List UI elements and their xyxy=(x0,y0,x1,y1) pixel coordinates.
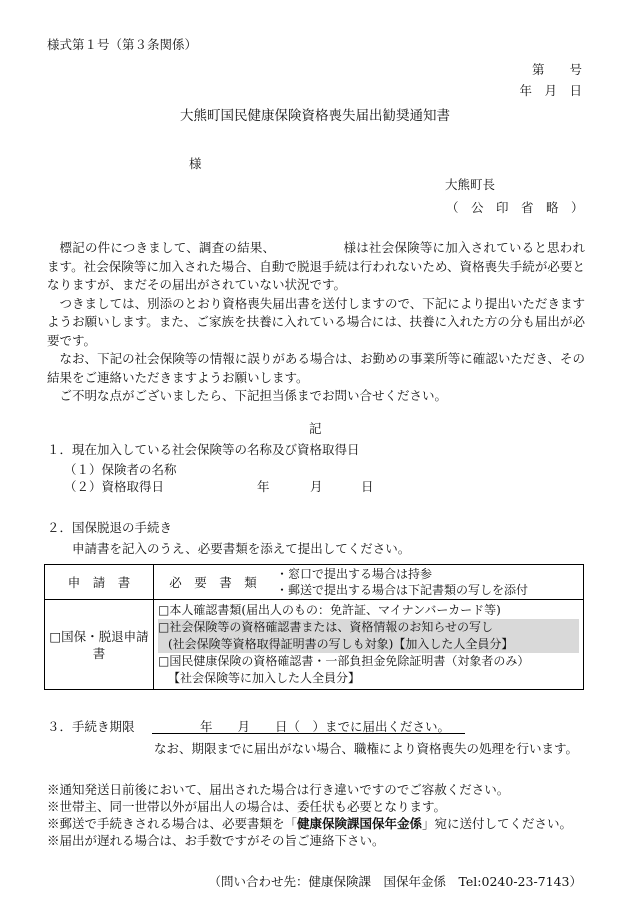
section2-instruction: 申請書を記入のうえ、必要書類を添えて提出してください。 xyxy=(72,541,411,556)
table-header-application: 申 請 書 xyxy=(45,565,154,600)
note-counter: ・窓口で提出する場合は持参 xyxy=(276,567,433,581)
note-2: ※世帯主、同一世帯以外が届出人の場合は、委任状も必要となります。 xyxy=(47,799,447,814)
paragraph-4: ご不明な点がございましたら、下記担当係までお問い合せください。 xyxy=(59,388,448,403)
document-date: 年 月 日 xyxy=(519,83,582,98)
table-header-notes xyxy=(272,565,584,600)
note-mail: ・郵送で提出する場合は下記書類の写しを添付 xyxy=(276,583,529,597)
paragraph-2: つきましては、別添のとおり資格喪失届出書を送付しますので、下記により提出いただきますようお願いします。また、ご家族を扶養に入れている場合には、扶養に入れた方の分も届出が必要です。 xyxy=(47,295,585,348)
required-documents-table xyxy=(44,564,584,690)
body-text xyxy=(47,239,585,406)
table-header-documents: 必 要 書 類 xyxy=(154,565,273,600)
deadline-text: 年 月 日（ ）までに届出ください。 xyxy=(200,719,451,734)
application-cell: □国保・脱退申請書 xyxy=(45,600,154,690)
month-label: 月 xyxy=(310,479,323,494)
doc-id-confirmation: □本人確認書類(届出人のもの：免許証、マイナンバーカード等) xyxy=(158,603,501,617)
section1-heading: １．現在加入している社会保険等の名称及び資格取得日 xyxy=(47,442,360,457)
section3-heading: ３．手続き期限 xyxy=(47,719,135,734)
paragraph-1: 標記の件につきまして、調査の結果、 様は社会保険等に加入されていると思われます。社会保険等に加入された場合、自動で脱退手続は行われないため、資格喪失手続が必要となりますが、まだその届出がされていない状況です。 xyxy=(47,240,585,292)
section2-heading: ２．国保脱退の手続き xyxy=(47,520,173,535)
note-1: ※通知発送日前後において、届出された場合は行き違いですのでご容赦ください。 xyxy=(47,782,510,797)
day-label: 日 xyxy=(361,479,374,494)
addressee-honorific: 様 xyxy=(189,156,202,171)
deadline-underline xyxy=(152,733,465,734)
documents-cell xyxy=(154,600,584,690)
insurer-name-label: （１）保険者の名称 xyxy=(64,462,177,477)
contact-info: （問い合わせ先：健康保険課 国保年金係 Tel:0240-23-7143） xyxy=(208,874,582,889)
paragraph-3: なお、下記の社会保険等の情報に誤りがある場合は、お勤めの事業所等に確認いただき、その結果をご連絡いただきますようお願いします。 xyxy=(47,351,585,385)
doc-nhi-certificate-2: 【社会保険等に加入した人全員分】 xyxy=(168,671,361,685)
year-label: 年 xyxy=(257,479,270,494)
acquisition-date-label: （２）資格取得日 xyxy=(64,479,165,494)
doc-social-insurance-2: (社会保険等資格取得証明書の写しも対象)【加入した人全員分】 xyxy=(158,636,579,653)
ki-heading: 記 xyxy=(309,421,322,436)
sender-name: 大熊町長 xyxy=(445,177,496,192)
note-4: ※届出が遅れる場合は、お手数ですがその旨ご連絡下さい。 xyxy=(47,833,385,848)
deadline-note: なお、期限までに届出がない場合、職権により資格喪失の処理を行います。 xyxy=(154,741,579,756)
document-title: 大熊町国民健康保険資格喪失届出勧奨通知書 xyxy=(180,108,450,124)
seal-omitted: （ 公 印 省 略 ） xyxy=(446,200,584,215)
table-row xyxy=(45,600,584,690)
note-3: ※郵送で手続きされる場合は、必要書類を「健康保険課国保年金係」宛に送付してください。 xyxy=(47,816,573,831)
form-number: 様式第１号（第３条関係） xyxy=(47,37,198,52)
document-number: 第 号 xyxy=(531,62,582,77)
table-header-row xyxy=(45,565,584,600)
doc-nhi-certificate-1: □国民健康保険の資格確認書・一部負担金免除証明書（対象者のみ） xyxy=(158,654,530,668)
doc-social-insurance-1: □社会保険等の資格確認書または、資格情報のお知らせの写し xyxy=(158,619,579,636)
